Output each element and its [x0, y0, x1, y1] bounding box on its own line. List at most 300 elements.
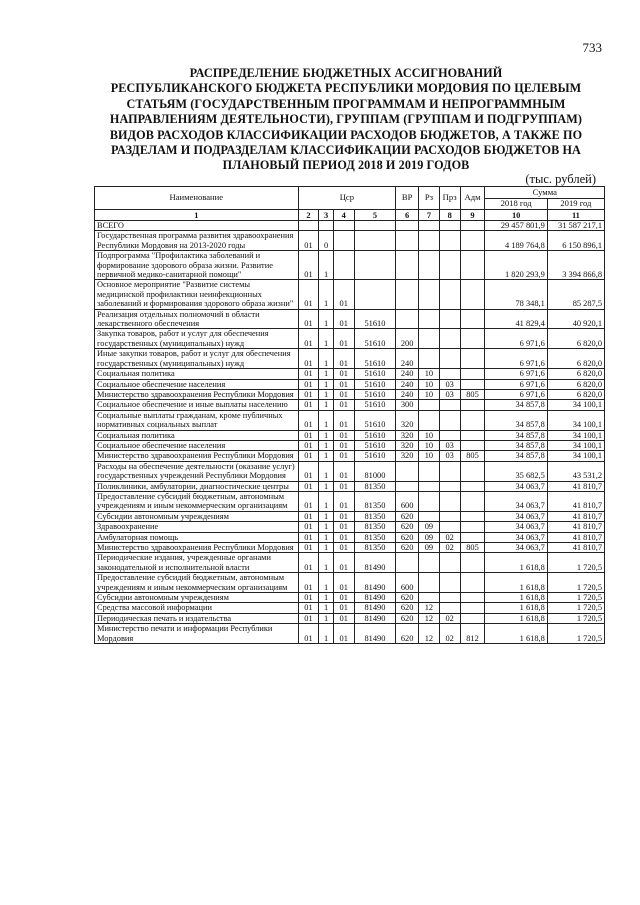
csr-subprogram: 1	[319, 349, 334, 369]
column-number: 3	[319, 210, 334, 221]
csr-subprogram: 1	[319, 553, 334, 573]
amount-2019: 41 810,7	[547, 511, 604, 521]
vr-code	[396, 553, 419, 573]
column-number: 4	[333, 210, 354, 221]
rz-code	[419, 329, 440, 349]
csr-direction: 51610	[354, 430, 396, 440]
csr-activity: 01	[333, 430, 354, 440]
csr-subprogram: 1	[319, 624, 334, 644]
csr-subprogram: 1	[319, 400, 334, 410]
amount-2018: 6 971,6	[485, 379, 547, 389]
csr-direction: 51610	[354, 440, 396, 450]
prz-code	[439, 309, 460, 329]
column-number: 2	[298, 210, 319, 221]
prz-code: 03	[439, 451, 460, 461]
vr-code	[396, 251, 419, 280]
amount-2019: 34 100,1	[547, 440, 604, 450]
csr-program: 01	[298, 231, 319, 251]
header-csr: Цср	[298, 187, 396, 210]
row-name: Предоставление субсидий бюджетным, автономным учреждениям и иным некоммерческим организациям	[95, 573, 299, 593]
csr-subprogram: 1	[319, 543, 334, 553]
document-title	[92, 66, 600, 174]
table-row	[95, 573, 605, 593]
csr-program: 01	[298, 481, 319, 491]
amount-2019: 1 720,5	[547, 613, 604, 623]
adm-code	[460, 511, 485, 521]
amount-2019: 6 820,0	[547, 389, 604, 399]
csr-program: 01	[298, 379, 319, 389]
rz-code: 10	[419, 451, 440, 461]
row-name: Поликлиники, амбулатории, диагностические центры	[95, 481, 299, 491]
csr-activity: 01	[333, 369, 354, 379]
table-row	[95, 400, 605, 410]
rz-code	[419, 573, 440, 593]
csr-activity: 01	[333, 511, 354, 521]
csr-program: 01	[298, 369, 319, 379]
adm-code	[460, 440, 485, 450]
amount-2019: 34 100,1	[547, 410, 604, 430]
adm-code	[460, 573, 485, 593]
page-number: 733	[582, 40, 602, 55]
vr-code: 240	[396, 369, 419, 379]
rz-code: 12	[419, 603, 440, 613]
row-name: Социальная политика	[95, 369, 299, 379]
prz-code	[439, 251, 460, 280]
prz-code	[439, 231, 460, 251]
csr-program: 01	[298, 309, 319, 329]
column-number-row	[95, 210, 605, 221]
vr-code: 600	[396, 573, 419, 593]
row-name: Реализация отдельных полномочий в области лекарственного обеспечения	[95, 309, 299, 329]
csr-program: 01	[298, 389, 319, 399]
amount-2019: 6 150 896,1	[547, 231, 604, 251]
amount-2018: 6 971,6	[485, 369, 547, 379]
table-row	[95, 280, 605, 309]
csr-direction	[354, 251, 396, 280]
adm-code: 805	[460, 389, 485, 399]
adm-code	[460, 410, 485, 430]
table-row	[95, 440, 605, 450]
csr-activity: 01	[333, 522, 354, 532]
csr-program: 01	[298, 251, 319, 280]
row-name: Субсидии автономным учреждениям	[95, 593, 299, 603]
row-name: Субсидии автономным учреждениям	[95, 511, 299, 521]
csr-activity: 01	[333, 389, 354, 399]
csr-direction: 51610	[354, 410, 396, 430]
csr-program: 01	[298, 511, 319, 521]
table-row	[95, 231, 605, 251]
csr-direction: 81350	[354, 481, 396, 491]
prz-code	[439, 593, 460, 603]
row-name: Министерство печати и информации Республики Мордовия	[95, 624, 299, 644]
rz-code	[419, 231, 440, 251]
row-name: Периодические издания, учрежденные органами законодательной и исполнительной власти	[95, 553, 299, 573]
rz-code: 10	[419, 430, 440, 440]
amount-2018: 34 857,8	[485, 440, 547, 450]
prz-code	[439, 553, 460, 573]
csr-activity: 01	[333, 553, 354, 573]
amount-2019: 1 720,5	[547, 603, 604, 613]
prz-code	[439, 221, 460, 231]
amount-2019: 41 810,7	[547, 491, 604, 511]
header-vr: ВР	[396, 187, 419, 210]
prz-code: 02	[439, 624, 460, 644]
rz-code	[419, 511, 440, 521]
vr-code: 620	[396, 613, 419, 623]
amount-2019: 6 820,0	[547, 379, 604, 389]
amount-2019: 85 287,5	[547, 280, 604, 309]
csr-activity: 01	[333, 349, 354, 369]
rz-code	[419, 491, 440, 511]
csr-program: 01	[298, 451, 319, 461]
rz-code: 10	[419, 389, 440, 399]
row-name: Периодическая печать и издательства	[95, 613, 299, 623]
csr-direction: 81350	[354, 491, 396, 511]
rz-code	[419, 593, 440, 603]
vr-code: 200	[396, 329, 419, 349]
table-row	[95, 251, 605, 280]
row-name: Министерство здравоохранения Республики Мордовия	[95, 451, 299, 461]
csr-subprogram: 1	[319, 329, 334, 349]
rz-code: 10	[419, 440, 440, 450]
amount-2018: 29 457 801,9	[485, 221, 547, 231]
rz-code	[419, 221, 440, 231]
row-name: Министерство здравоохранения Республики Мордовия	[95, 543, 299, 553]
amount-2018: 6 971,6	[485, 349, 547, 369]
row-name: Социальные выплаты гражданам, кроме публичных нормативных социальных выплат	[95, 410, 299, 430]
csr-subprogram: 1	[319, 430, 334, 440]
table-row	[95, 543, 605, 553]
csr-direction: 51610	[354, 389, 396, 399]
amount-2018: 41 829,4	[485, 309, 547, 329]
header-prz: Прз	[439, 187, 460, 210]
csr-subprogram: 1	[319, 481, 334, 491]
prz-code: 03	[439, 440, 460, 450]
amount-2018: 34 857,8	[485, 410, 547, 430]
amount-2018: 1 618,8	[485, 553, 547, 573]
csr-direction: 51610	[354, 349, 396, 369]
adm-code	[460, 251, 485, 280]
row-name: Иные закупки товаров, работ и услуг для обеспечения государственных (муниципальных) нужд	[95, 349, 299, 369]
csr-program: 01	[298, 553, 319, 573]
csr-direction: 81350	[354, 543, 396, 553]
vr-code: 600	[396, 491, 419, 511]
rz-code	[419, 400, 440, 410]
amount-2019: 43 531,2	[547, 461, 604, 481]
table-row	[95, 603, 605, 613]
vr-code: 620	[396, 522, 419, 532]
csr-subprogram: 1	[319, 389, 334, 399]
adm-code	[460, 430, 485, 440]
vr-code	[396, 280, 419, 309]
vr-code: 620	[396, 603, 419, 613]
header-name: Наименование	[95, 187, 299, 210]
adm-code	[460, 369, 485, 379]
csr-direction: 51610	[354, 379, 396, 389]
csr-activity: 01	[333, 491, 354, 511]
column-number: 8	[439, 210, 460, 221]
row-name: Социальное обеспечение населения	[95, 379, 299, 389]
adm-code	[460, 349, 485, 369]
csr-direction: 81350	[354, 511, 396, 521]
csr-subprogram: 1	[319, 440, 334, 450]
vr-code	[396, 461, 419, 481]
csr-activity: 01	[333, 329, 354, 349]
vr-code: 240	[396, 389, 419, 399]
rz-code	[419, 553, 440, 573]
csr-subprogram: 1	[319, 573, 334, 593]
amount-2018: 1 618,8	[485, 624, 547, 644]
csr-direction: 81490	[354, 624, 396, 644]
rz-code	[419, 280, 440, 309]
rz-code: 09	[419, 522, 440, 532]
csr-program: 01	[298, 522, 319, 532]
prz-code: 03	[439, 379, 460, 389]
prz-code	[439, 603, 460, 613]
rz-code: 09	[419, 543, 440, 553]
csr-activity: 01	[333, 400, 354, 410]
csr-direction	[354, 221, 396, 231]
rz-code	[419, 410, 440, 430]
csr-direction: 51610	[354, 369, 396, 379]
adm-code	[460, 613, 485, 623]
csr-program	[298, 221, 319, 231]
amount-2018: 1 618,8	[485, 603, 547, 613]
csr-direction: 81490	[354, 603, 396, 613]
amount-2018: 34 857,8	[485, 400, 547, 410]
csr-program: 01	[298, 400, 319, 410]
csr-direction	[354, 231, 396, 251]
amount-2018: 35 682,5	[485, 461, 547, 481]
row-name: Социальная политика	[95, 430, 299, 440]
adm-code	[460, 461, 485, 481]
row-name: Предоставление субсидий бюджетным, автономным учреждениям и иным некоммерческим организациям	[95, 491, 299, 511]
title-line: РЕСПУБЛИКАНСКОГО БЮДЖЕТА РЕСПУБЛИКИ МОРДОВИЯ ПО ЦЕЛЕВЫМ	[110, 81, 582, 96]
amount-2018: 34 857,8	[485, 451, 547, 461]
csr-program: 01	[298, 349, 319, 369]
vr-code	[396, 481, 419, 491]
vr-code: 620	[396, 532, 419, 542]
title-line: СТАТЬЯМ (ГОСУДАРСТВЕННЫМ ПРОГРАММАМ И НЕПРОГРАММНЫМ	[126, 96, 566, 111]
amount-2018: 1 618,8	[485, 593, 547, 603]
adm-code	[460, 522, 485, 532]
csr-direction: 51610	[354, 451, 396, 461]
csr-activity: 01	[333, 379, 354, 389]
amount-2019: 1 720,5	[547, 593, 604, 603]
csr-subprogram: 1	[319, 309, 334, 329]
table-row	[95, 389, 605, 399]
csr-subprogram	[319, 221, 334, 231]
amount-2019: 34 100,1	[547, 451, 604, 461]
vr-code	[396, 309, 419, 329]
csr-program: 01	[298, 461, 319, 481]
csr-direction: 51610	[354, 309, 396, 329]
csr-activity: 01	[333, 451, 354, 461]
amount-2018: 34 063,7	[485, 491, 547, 511]
csr-program: 01	[298, 532, 319, 542]
csr-program: 01	[298, 440, 319, 450]
csr-program: 01	[298, 603, 319, 613]
csr-activity	[333, 221, 354, 231]
vr-code	[396, 231, 419, 251]
amount-2019: 31 587 217,1	[547, 221, 604, 231]
table-row	[95, 553, 605, 573]
table-row	[95, 613, 605, 623]
csr-activity: 01	[333, 624, 354, 644]
csr-direction: 81350	[354, 532, 396, 542]
amount-2018: 34 063,7	[485, 481, 547, 491]
csr-direction: 81490	[354, 593, 396, 603]
amount-2019: 1 720,5	[547, 624, 604, 644]
csr-subprogram: 1	[319, 379, 334, 389]
row-name: Министерство здравоохранения Республики Мордовия	[95, 389, 299, 399]
vr-code: 240	[396, 349, 419, 369]
prz-code: 02	[439, 613, 460, 623]
table-row	[95, 329, 605, 349]
table-row	[95, 379, 605, 389]
prz-code	[439, 491, 460, 511]
csr-subprogram: 1	[319, 511, 334, 521]
csr-program: 01	[298, 410, 319, 430]
csr-subprogram: 1	[319, 522, 334, 532]
csr-activity: 01	[333, 410, 354, 430]
table-row	[95, 511, 605, 521]
amount-2018: 6 971,6	[485, 329, 547, 349]
amount-2019: 34 100,1	[547, 400, 604, 410]
row-name: Подпрограмма "Профилактика заболеваний и формирование здорового образа жизни. Развитие первичной медико-санитарной помощи"	[95, 251, 299, 280]
amount-2019: 34 100,1	[547, 430, 604, 440]
adm-code: 812	[460, 624, 485, 644]
vr-code: 320	[396, 410, 419, 430]
rz-code: 12	[419, 613, 440, 623]
column-number: 1	[95, 210, 299, 221]
csr-activity: 01	[333, 280, 354, 309]
rz-code	[419, 309, 440, 329]
amount-2018: 34 063,7	[485, 522, 547, 532]
row-name: Расходы на обеспечение деятельности (оказание услуг) государственных учреждений Республики Мордовия	[95, 461, 299, 481]
amount-2018: 6 971,6	[485, 389, 547, 399]
csr-subprogram: 1	[319, 251, 334, 280]
vr-code: 620	[396, 624, 419, 644]
vr-code: 620	[396, 511, 419, 521]
column-number: 5	[354, 210, 396, 221]
prz-code: 03	[439, 389, 460, 399]
rz-code: 09	[419, 532, 440, 542]
title-line: ПЛАНОВЫЙ ПЕРИОД 2018 И 2019 ГОДОВ	[222, 158, 470, 173]
amount-2019: 41 810,7	[547, 481, 604, 491]
prz-code	[439, 573, 460, 593]
header-rz: Рз	[419, 187, 440, 210]
row-name: Средства массовой информации	[95, 603, 299, 613]
csr-activity: 01	[333, 593, 354, 603]
header-sum: Сумма	[485, 187, 605, 199]
csr-direction: 51610	[354, 400, 396, 410]
csr-activity: 01	[333, 309, 354, 329]
adm-code: 805	[460, 543, 485, 553]
adm-code	[460, 491, 485, 511]
csr-subprogram: 1	[319, 613, 334, 623]
row-name: ВСЕГО	[95, 221, 299, 231]
adm-code	[460, 603, 485, 613]
amount-2018: 1 618,8	[485, 573, 547, 593]
csr-program: 01	[298, 593, 319, 603]
table-row	[95, 532, 605, 542]
table-row	[95, 461, 605, 481]
prz-code	[439, 410, 460, 430]
vr-code: 320	[396, 430, 419, 440]
amount-2018: 34 063,7	[485, 532, 547, 542]
adm-code	[460, 231, 485, 251]
rz-code	[419, 349, 440, 369]
adm-code	[460, 481, 485, 491]
table-row	[95, 624, 605, 644]
adm-code	[460, 329, 485, 349]
vr-code: 300	[396, 400, 419, 410]
csr-program: 01	[298, 543, 319, 553]
rz-code: 10	[419, 379, 440, 389]
row-name: Социальное обеспечение и иные выплаты населению	[95, 400, 299, 410]
title-line: РАСПРЕДЕЛЕНИЕ БЮДЖЕТНЫХ АССИГНОВАНИЙ	[189, 66, 503, 80]
vr-code: 320	[396, 451, 419, 461]
table-row	[95, 451, 605, 461]
prz-code: 02	[439, 543, 460, 553]
csr-activity: 01	[333, 543, 354, 553]
csr-activity	[333, 231, 354, 251]
csr-program: 01	[298, 491, 319, 511]
column-number: 9	[460, 210, 485, 221]
csr-activity: 01	[333, 613, 354, 623]
table-row	[95, 491, 605, 511]
prz-code	[439, 481, 460, 491]
csr-program: 01	[298, 573, 319, 593]
amount-2019: 40 920,1	[547, 309, 604, 329]
csr-subprogram: 0	[319, 231, 334, 251]
rz-code	[419, 251, 440, 280]
header-year-2018: 2018 год	[485, 199, 547, 210]
amount-2018: 78 348,1	[485, 280, 547, 309]
vr-code: 320	[396, 440, 419, 450]
amount-2018: 1 618,8	[485, 613, 547, 623]
csr-direction: 81490	[354, 573, 396, 593]
csr-activity: 01	[333, 481, 354, 491]
csr-program: 01	[298, 280, 319, 309]
column-number: 11	[547, 210, 604, 221]
adm-code	[460, 553, 485, 573]
table-row	[95, 430, 605, 440]
csr-direction: 81490	[354, 613, 396, 623]
table-row	[95, 593, 605, 603]
csr-activity: 01	[333, 461, 354, 481]
adm-code	[460, 309, 485, 329]
csr-subprogram: 1	[319, 603, 334, 613]
prz-code	[439, 369, 460, 379]
table-row	[95, 522, 605, 532]
csr-direction: 81000	[354, 461, 396, 481]
title-line: НАПРАВЛЕНИЯМ ДЕЯТЕЛЬНОСТИ), ГРУППАМ (ГРУППАМ И ПОДГРУППАМ)	[109, 112, 583, 127]
csr-program: 01	[298, 430, 319, 440]
vr-code: 620	[396, 543, 419, 553]
csr-subprogram: 1	[319, 491, 334, 511]
amount-2019: 6 820,0	[547, 349, 604, 369]
vr-code: 620	[396, 593, 419, 603]
budget-table	[94, 186, 605, 644]
adm-code: 805	[460, 451, 485, 461]
column-number: 10	[485, 210, 547, 221]
prz-code	[439, 280, 460, 309]
prz-code	[439, 511, 460, 521]
table-row	[95, 481, 605, 491]
amount-2019: 6 820,0	[547, 329, 604, 349]
